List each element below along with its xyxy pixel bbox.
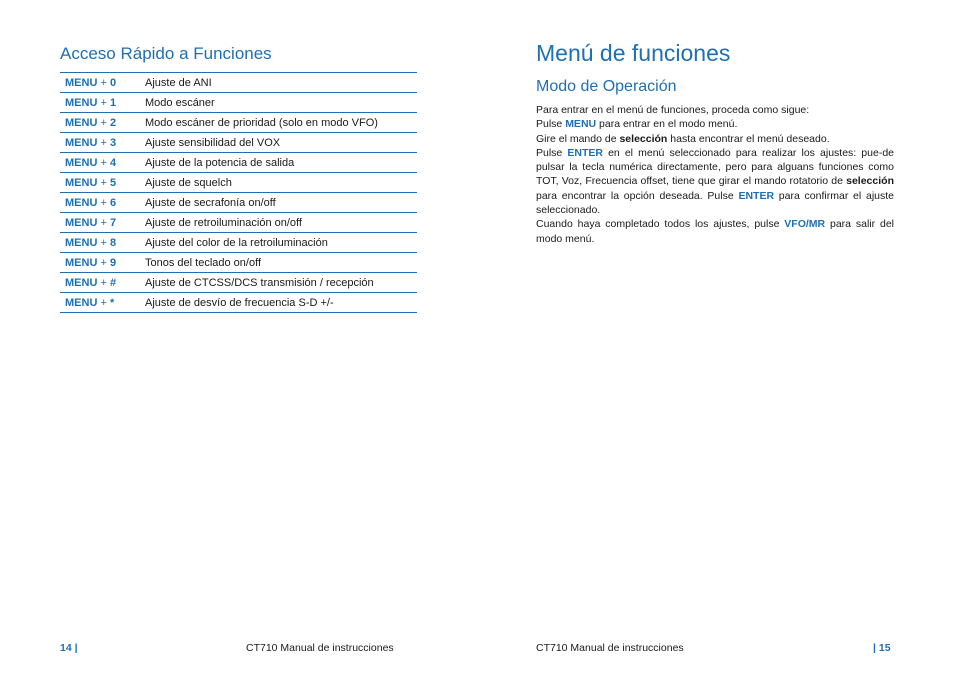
shortcut-description: Tonos del teclado on/off — [145, 253, 417, 273]
key-menu: MENU — [65, 76, 98, 89]
paragraph-exit — [536, 217, 894, 246]
table-row — [60, 73, 417, 93]
key-value: 0 — [109, 76, 117, 89]
text-run: hasta encontrar el menú deseado. — [667, 132, 830, 145]
text-run: en el menú seleccionado para realizar los ajustes: pue-de pulsar la tecla numérica directamente, pero para alguans funciones como TOT, Voz, Frecuencia offset, tiene que girar el mando rotatorio de — [536, 146, 894, 188]
right-page — [477, 0, 954, 676]
key-menu: MENU — [65, 236, 98, 249]
shortcut-key — [60, 293, 145, 313]
table-row — [60, 93, 417, 113]
key-plus: + — [97, 216, 110, 229]
shortcut-key — [60, 273, 145, 293]
table-row — [60, 293, 417, 313]
keyword-seleccion: selección — [619, 132, 668, 145]
key-value: 5 — [109, 176, 117, 189]
subsection-title: Modo de Operación — [536, 78, 677, 95]
table-row — [60, 273, 417, 293]
key-value: # — [109, 276, 117, 289]
paragraph-enter — [536, 146, 894, 217]
text-run: Pulse — [536, 118, 566, 131]
shortcut-table — [60, 72, 417, 313]
shortcut-key — [60, 193, 145, 213]
key-plus: + — [97, 176, 110, 189]
keyword-vfo-mr: VFO/MR — [784, 218, 826, 231]
right-page-number — [873, 642, 891, 654]
shortcut-description: Ajuste de secrafonía on/off — [145, 193, 417, 213]
shortcut-description: Modo escáner de prioridad (solo en modo VFO) — [145, 113, 417, 133]
shortcut-description: Ajuste del color de la retroiluminación — [145, 233, 417, 253]
paragraph-menu — [536, 117, 894, 131]
key-plus: + — [97, 196, 110, 209]
page-title: Menú de funciones — [536, 40, 731, 66]
key-value: 4 — [109, 156, 117, 169]
key-menu: MENU — [65, 296, 98, 309]
shortcut-description: Ajuste de ANI — [145, 73, 417, 93]
key-plus: + — [97, 236, 110, 249]
shortcut-description: Ajuste de desvío de frecuencia S-D +/- — [145, 293, 417, 313]
text-run: para salir del modo menú. — [536, 218, 894, 245]
table-row — [60, 233, 417, 253]
keyword-seleccion: selección — [846, 175, 894, 188]
table-row — [60, 133, 417, 153]
key-plus: + — [97, 96, 110, 109]
paragraph-intro: Para entrar en el menú de funciones, proceda como sigue: — [536, 104, 810, 116]
key-menu: MENU — [65, 136, 98, 149]
section-title: Acceso Rápido a Funciones — [60, 44, 272, 63]
shortcut-description: Ajuste sensibilidad del VOX — [145, 133, 417, 153]
key-plus: + — [97, 136, 110, 149]
key-plus: + — [97, 156, 110, 169]
shortcut-description: Modo escáner — [145, 93, 417, 113]
shortcut-key — [60, 233, 145, 253]
key-menu: MENU — [65, 216, 98, 229]
page-number: | 15 — [873, 642, 891, 654]
key-plus: + — [97, 256, 110, 269]
key-menu: MENU — [65, 256, 98, 269]
keyword-enter: ENTER — [738, 189, 775, 202]
table-row — [60, 173, 417, 193]
shortcut-key — [60, 153, 145, 173]
shortcut-key — [60, 213, 145, 233]
key-menu: MENU — [65, 96, 98, 109]
text-run: Gire el mando de — [536, 132, 620, 145]
shortcut-key — [60, 113, 145, 133]
text-run: para encontrar la opción deseada. Pulse — [536, 189, 739, 202]
shortcut-description: Ajuste de squelch — [145, 173, 417, 193]
key-menu: MENU — [65, 156, 98, 169]
shortcut-key — [60, 173, 145, 193]
key-menu: MENU — [65, 176, 98, 189]
paragraph-select — [536, 132, 894, 146]
table-row — [60, 153, 417, 173]
text-run: para confirmar el ajuste seleccionado. — [536, 189, 894, 217]
key-menu: MENU — [65, 116, 98, 129]
text-run: Cuando haya completado todos los ajustes, pulse — [536, 218, 785, 231]
key-plus: + — [97, 116, 110, 129]
key-plus: + — [97, 76, 110, 89]
shortcut-description: Ajuste de retroiluminación on/off — [145, 213, 417, 233]
shortcut-description: Ajuste de CTCSS/DCS transmisión / recepción — [145, 273, 417, 293]
left-footer-title: CT710 Manual de instrucciones — [246, 642, 394, 654]
shortcut-key — [60, 73, 145, 93]
keyword-enter: ENTER — [567, 146, 603, 159]
key-value: 9 — [109, 256, 117, 269]
key-value: 2 — [109, 116, 117, 129]
table-row — [60, 193, 417, 213]
left-page-number — [60, 642, 78, 654]
shortcut-description: Ajuste de la potencia de salida — [145, 153, 417, 173]
key-value: * — [109, 296, 115, 309]
text-run: para entrar en el modo menú. — [596, 118, 738, 131]
text-run: Pulse — [536, 146, 568, 159]
key-value: 3 — [109, 136, 117, 149]
shortcut-key — [60, 93, 145, 113]
key-plus: + — [97, 296, 110, 309]
table-row — [60, 253, 417, 273]
key-plus: + — [97, 276, 110, 289]
key-value: 6 — [109, 196, 117, 209]
table-row — [60, 113, 417, 133]
shortcut-key — [60, 253, 145, 273]
shortcut-key — [60, 133, 145, 153]
key-menu: MENU — [65, 196, 98, 209]
key-value: 8 — [109, 236, 117, 249]
body-text — [536, 103, 894, 246]
keyword-menu: MENU — [565, 118, 597, 131]
page-number: 14 | — [60, 642, 78, 654]
key-value: 7 — [109, 216, 117, 229]
right-footer-title: CT710 Manual de instrucciones — [536, 642, 684, 654]
key-value: 1 — [109, 96, 117, 109]
table-row — [60, 213, 417, 233]
key-menu: MENU — [65, 276, 98, 289]
